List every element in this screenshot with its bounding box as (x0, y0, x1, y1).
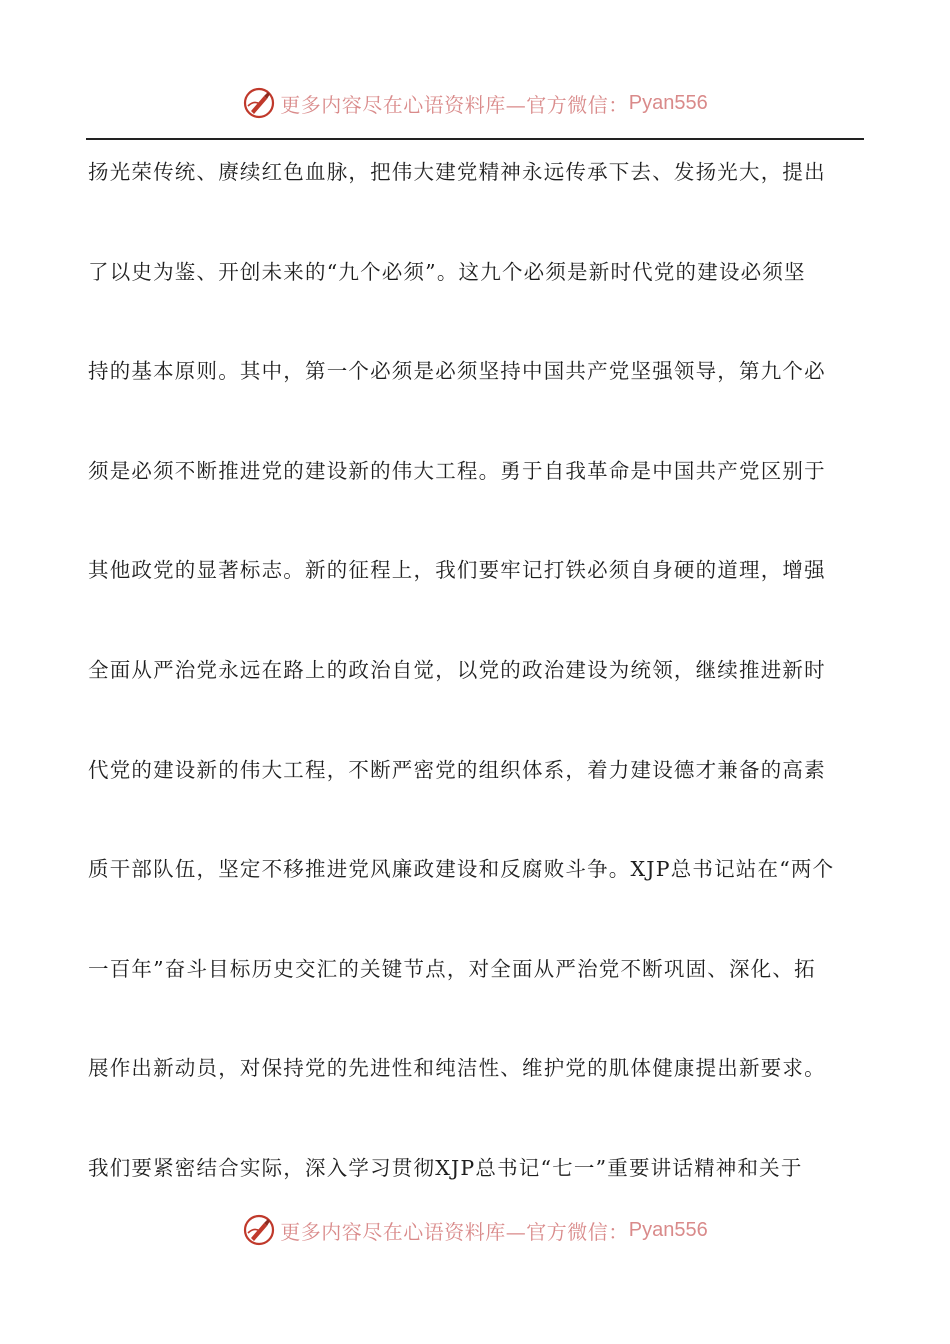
body-line: 代党的建设新的伟大工程，不断严密党的组织体系，着力建设德才兼备的高素 (88, 757, 826, 782)
watermark-text: 更多内容尽在心语资料库—官方微信： (280, 92, 629, 117)
pen-seal-icon (242, 86, 276, 120)
watermark-handle: Pyan556 (628, 1218, 708, 1241)
document-body (88, 150, 868, 1246)
header-divider (86, 138, 864, 140)
pen-seal-icon (242, 1213, 276, 1247)
body-line: 扬光荣传统、赓续红色血脉，把伟大建党精神永远传承下去、发扬光大，提出 (88, 160, 826, 184)
body-line: 持的基本原则。其中，第一个必须是必须坚持中国共产党坚强领导，第九个必 (88, 359, 826, 384)
body-line: 我们要紧密结合实际，深入学习贯彻XJP总书记“七一”重要讲话精神和关于 (88, 1155, 803, 1180)
body-line: 展作出新动员，对保持党的先进性和纯洁性、维护党的肌体健康提出新要求。 (88, 1056, 826, 1081)
body-line: 须是必须不断推进党的建设新的伟大工程。勇于自我革命是中国共产党区别于 (88, 458, 826, 483)
body-line: 一百年”奋斗目标历史交汇的关键节点，对全面从严治党不断巩固、深化、拓 (88, 956, 816, 981)
header-watermark (0, 83, 950, 123)
body-line: 全面从严治党永远在路上的政治自觉，以党的政治建设为统领，继续推进新时 (88, 657, 826, 682)
body-line: 了以史为鉴、开创未来的“九个必须”。这九个必须是新时代党的建设必须坚 (88, 259, 806, 284)
watermark-handle: Pyan556 (628, 91, 708, 114)
watermark-text: 更多内容尽在心语资料库—官方微信： (280, 1219, 629, 1244)
body-line: 其他政党的显著标志。新的征程上，我们要牢记打铁必须自身硬的道理，增强 (88, 558, 826, 583)
body-line: 质干部队伍，坚定不移推进党风廉政建设和反腐败斗争。XJP总书记站在“两个 (88, 857, 835, 882)
footer-watermark (0, 1210, 950, 1250)
